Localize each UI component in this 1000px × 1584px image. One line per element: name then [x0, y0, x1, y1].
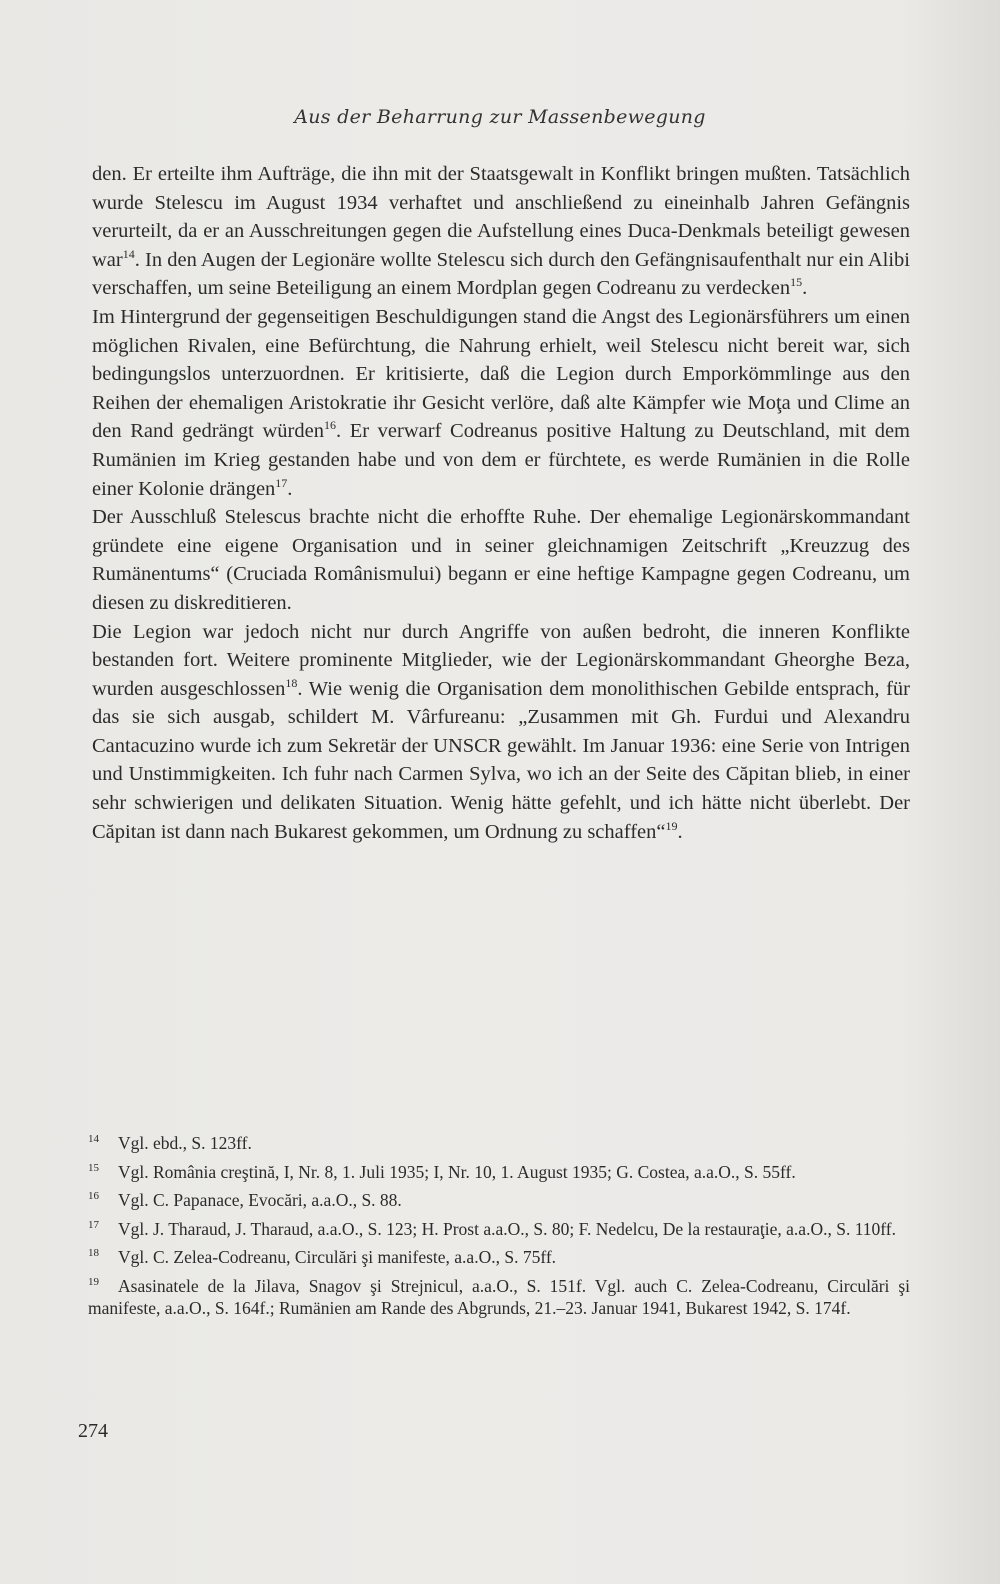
- paragraph-text: den. Er erteilte ihm Aufträge, die ihn mit der Staatsgewalt in Konflikt bringen mußten. Tatsächlich wurde Stelescu im August 1934 verhaftet und anschließend zu eineinhalb Jahren Gefängnis verurteilt, da er an Ausschreitungen gegen die Aufstellung eines Duca-Denkmals beteiligt gewesen war: [92, 163, 910, 271]
- footnote-number: 14: [88, 1133, 99, 1145]
- footnote-reference: 19: [665, 818, 678, 833]
- footnote-text: Vgl. C. Papanace, Evocări, a.a.O., S. 88.: [118, 1190, 402, 1210]
- footnote: [88, 1157, 910, 1184]
- footnote-text: Vgl. J. Tharaud, J. Tharaud, a.a.O., S. 123; H. Prost a.a.O., S. 80; F. Nedelcu, De la restauraţie, a.a.O., S. 110ff.: [118, 1218, 897, 1239]
- footnote-text: Vgl. C. Zelea-Codreanu, Circulări şi manifeste, a.a.O., S. 75ff.: [118, 1247, 557, 1267]
- paragraph: [92, 618, 910, 847]
- footnote-text: Asasinatele de la Jilava, Snagov şi Strejnicul, a.a.O., S. 151f. Vgl. auch C. Zelea-Codreanu, Circulări şi manifeste, a.a.O., S. 164f.; Rumänien am Rande des Abgrunds, 21.–23. Januar 1941, Bukarest 1942, S. 174f.: [88, 1275, 910, 1318]
- footnotes: [88, 1128, 910, 1322]
- page-number: 274: [78, 1420, 108, 1442]
- paragraph-text: Die Legion war jedoch nicht nur durch Angriffe von außen bedroht, die inneren Konflikte bestanden fort. Weitere prominente Mitglieder, wie der Legionärskommandant Gheorghe Beza, wurden ausgeschlossen: [92, 620, 910, 700]
- paragraph-text: Im Hintergrund der gegenseitigen Beschuldigungen stand die Angst des Legionärsführers um einen möglichen Rivalen, eine Befürchtung, die Nahrung erhielt, weil Stelescu nicht bereit war, sich bedingungslos unterzuordnen. Er kritisierte, daß die Legion durch Emporkömmlinge aus den Reihen der ehemaligen Aristokratie ihr Gesicht verlöre, daß alte Kämpfer wie Moţa und Clime an den Rand gedrängt würden: [92, 305, 910, 443]
- footnote-reference: 16: [323, 418, 336, 433]
- footnote-reference: 15: [790, 275, 803, 290]
- footnote-number: 18: [88, 1247, 99, 1259]
- footnote: [88, 1242, 910, 1269]
- footnote: [88, 1185, 910, 1212]
- running-head: Aus der Beharrung zur Massenbewegung: [294, 106, 706, 128]
- footnote-reference: 14: [122, 246, 135, 261]
- paragraph-text: .: [802, 277, 808, 300]
- footnote-number: 16: [88, 1190, 99, 1202]
- paragraph-text: .: [677, 820, 683, 843]
- footnote-reference: 18: [285, 675, 298, 690]
- footnote-text: Vgl. România creştină, I, Nr. 8, 1. Juli 1935; I, Nr. 10, 1. August 1935; G. Costea, a.a.O., S. 55ff.: [118, 1161, 796, 1182]
- paragraph-text: Der Ausschluß Stelescus brachte nicht die erhoffte Ruhe. Der ehemalige Legionärskommandant gründete eine eigene Organisation und in seiner gleichnamigen Zeitschrift „Kreuzzug des Rumänentums“ (Cruciada Românismului) begann er eine heftige Kampagne gegen Codreanu, um diesen zu diskreditieren.: [92, 506, 910, 614]
- body-text: [92, 160, 910, 846]
- footnote-number: 19: [88, 1275, 99, 1288]
- paragraph-text: . In den Augen der Legionäre wollte Stelescu sich durch den Gefängnisaufenthalt nur ein Alibi verschaffen, um seine Beteiligung an einem Mordplan gegen Codreanu zu verdecken: [92, 248, 910, 300]
- paragraph: [92, 503, 910, 617]
- footnote: [88, 1271, 910, 1320]
- footnote-text: Vgl. ebd., S. 123ff.: [118, 1133, 252, 1153]
- footnote-number: 15: [88, 1161, 99, 1174]
- footnote-reference: 17: [275, 475, 288, 490]
- paragraph: [92, 303, 910, 503]
- footnote: [88, 1128, 910, 1155]
- paragraph: [92, 160, 910, 303]
- paragraph-text: .: [287, 477, 293, 500]
- footnote-number: 17: [88, 1218, 99, 1231]
- paragraph-text: . Er verwarf Codreanus positive Haltung zu Deutschland, mit dem Rumänien im Krieg gestanden habe und von dem er fürchtete, es werde Rumänien in die Rolle einer Kolonie drängen: [92, 420, 910, 500]
- footnote: [88, 1214, 910, 1241]
- paragraph-text: . Wie wenig die Organisation dem monolithischen Gebilde entsprach, für das sie sich ausgab, schildert M. Vârfureanu: „Zusammen mit Gh. Furdui und Alexandru Cantacuzino wurde ich zum Sekretär der UNSCR gewählt. Im Januar 1936: eine Serie von Intrigen und Unstimmigkeiten. Ich fuhr nach Carmen Sylva, wo ich an der Seite des Căpitan blieb, in einer sehr schwierigen und delikaten Situation. Wenig hätte gefehlt, und ich hätte nicht überlebt. Der Căpitan ist dann nach Bukarest gekommen, um Ordnung zu schaffen“: [92, 677, 910, 843]
